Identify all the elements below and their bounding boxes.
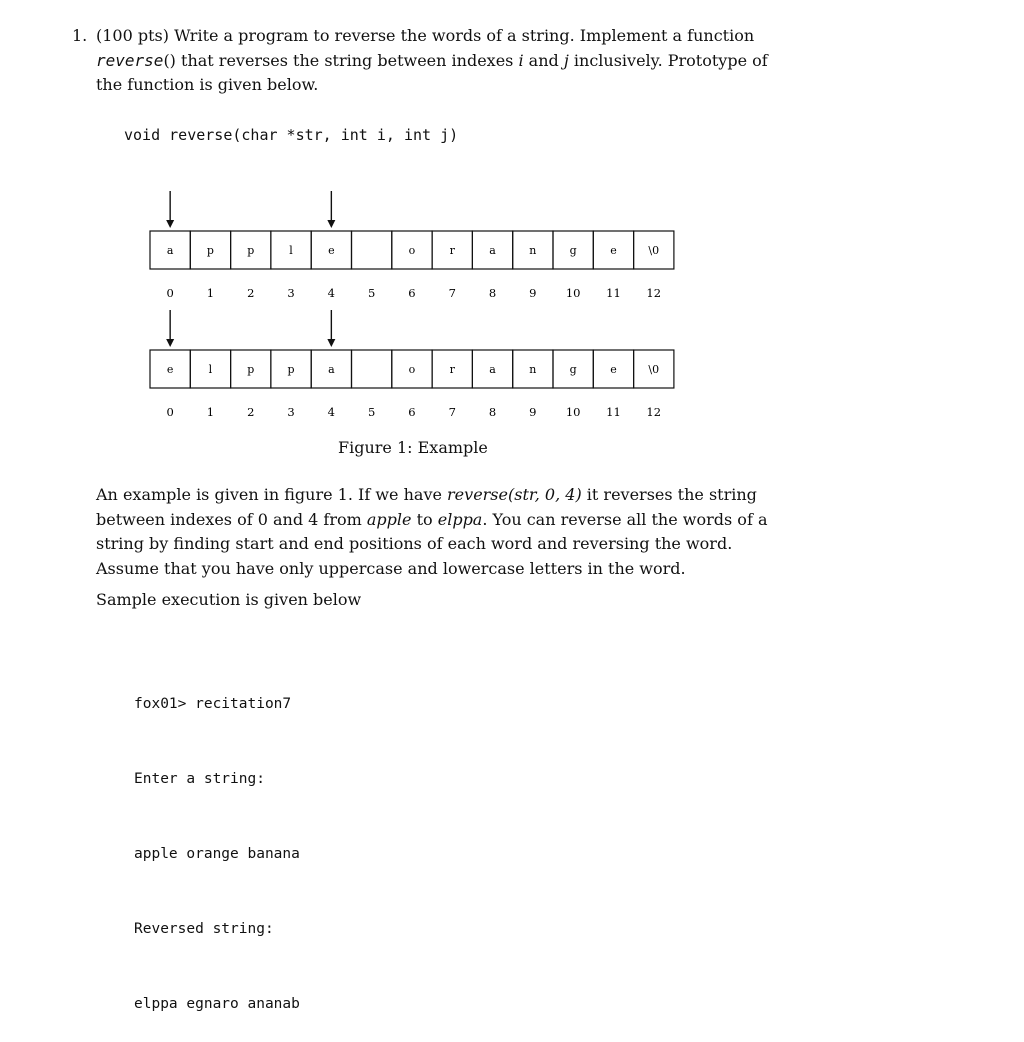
cell-char: p [287, 363, 295, 376]
cell-char: p [206, 244, 214, 257]
cell-index: 4 [327, 286, 336, 300]
cell-index: 0 [166, 405, 174, 419]
terminal-line: fox01> recitation7 [134, 696, 292, 712]
question-text-3: inclusively. Prototype of the function is given below. [96, 50, 768, 94]
cell-index: 0 [166, 286, 174, 300]
cell-index: 1 [206, 405, 215, 419]
question-text-2: () that reverses the string between indexes [163, 50, 519, 70]
cell-index: 2 [247, 405, 255, 419]
cell-index: 12 [646, 405, 662, 419]
cell-index: 10 [565, 405, 581, 419]
cell-index: 11 [606, 286, 621, 300]
cell-char: a [328, 363, 335, 376]
cell-char: n [529, 363, 537, 376]
explanation-paragraph [96, 483, 786, 581]
cell-char: a [166, 244, 174, 257]
cell-char: r [449, 363, 455, 376]
cell-char: \0 [648, 363, 660, 376]
cell-index: 8 [488, 286, 497, 300]
cell-index: 10 [565, 286, 581, 300]
figure-caption: Figure 1: Example [338, 438, 488, 457]
question-text-1: (100 pts) Write a program to reverse the words of a string. Implement a function [96, 26, 755, 45]
cell-char: a [489, 363, 496, 376]
cell-char: o [408, 363, 416, 376]
cell-char: e [166, 363, 174, 376]
cell-index: 6 [408, 405, 416, 419]
cell-index: 9 [529, 286, 537, 300]
cell-index: 5 [367, 286, 376, 300]
terminal-line: Reversed string: [134, 921, 274, 937]
explanation-text-1: An example is given in figure 1. If we have [96, 485, 448, 504]
arrow-head-icon [166, 339, 174, 347]
cell-char: g [569, 244, 577, 257]
cell-index: 1 [206, 286, 215, 300]
cell-index: 7 [448, 405, 456, 419]
array-cell [352, 350, 392, 388]
word-apple: apple [366, 509, 412, 529]
word-elppa: elppa [437, 509, 483, 529]
terminal-line: apple orange banana [134, 846, 300, 862]
cell-char: l [289, 244, 293, 257]
arrow-head-icon [327, 339, 335, 347]
explanation-text-3: . You can reverse all the words of a string by finding start and end positions of each word and reversing the word. Assume that you have only uppercase and lowercase letters in the word. [96, 509, 768, 578]
cell-index: 3 [287, 286, 295, 300]
function-name: reverse [96, 50, 164, 70]
cell-char: e [610, 244, 617, 257]
cell-char: r [449, 244, 455, 257]
cell-index: 11 [606, 405, 621, 419]
cell-index: 8 [488, 405, 497, 419]
cell-char: l [208, 363, 213, 376]
cell-char: a [489, 244, 496, 257]
cell-index: 5 [367, 405, 376, 419]
question-text-and: and [523, 50, 564, 70]
cell-index: 4 [327, 405, 336, 419]
terminal-line: elppa egnaro ananab [134, 996, 300, 1012]
var-i: i [518, 50, 524, 70]
function-prototype: void reverse(char *str, int i, int j) [124, 126, 459, 144]
array-cell [352, 231, 392, 269]
terminal-line: Enter a string: [134, 771, 265, 787]
var-j: j [563, 50, 569, 70]
reverse-call: reverse(str, 0, 4) [447, 485, 582, 504]
cell-index: 7 [448, 286, 456, 300]
cell-char: e [328, 244, 335, 257]
sample-label: Sample execution is given below [96, 590, 362, 609]
cell-char: n [529, 244, 537, 257]
question-number: 1. [72, 26, 88, 45]
explanation-text-2: it reverses the string between indexes of 0 and 4 from [96, 485, 757, 529]
cell-index: 12 [646, 286, 662, 300]
cell-index: 3 [287, 405, 295, 419]
array-figure [0, 0, 1024, 470]
cell-char: p [247, 363, 255, 376]
arrow-head-icon [166, 220, 174, 228]
cell-char: o [408, 244, 416, 257]
cell-char: g [569, 363, 577, 376]
cell-char: e [610, 363, 617, 376]
cell-char: p [247, 244, 255, 257]
explanation-text-to: to [411, 509, 438, 529]
cell-index: 9 [529, 405, 537, 419]
arrow-head-icon [327, 220, 335, 228]
cell-index: 6 [408, 286, 416, 300]
cell-char: \0 [648, 244, 660, 257]
cell-index: 2 [247, 286, 255, 300]
terminal-output [134, 642, 300, 1042]
